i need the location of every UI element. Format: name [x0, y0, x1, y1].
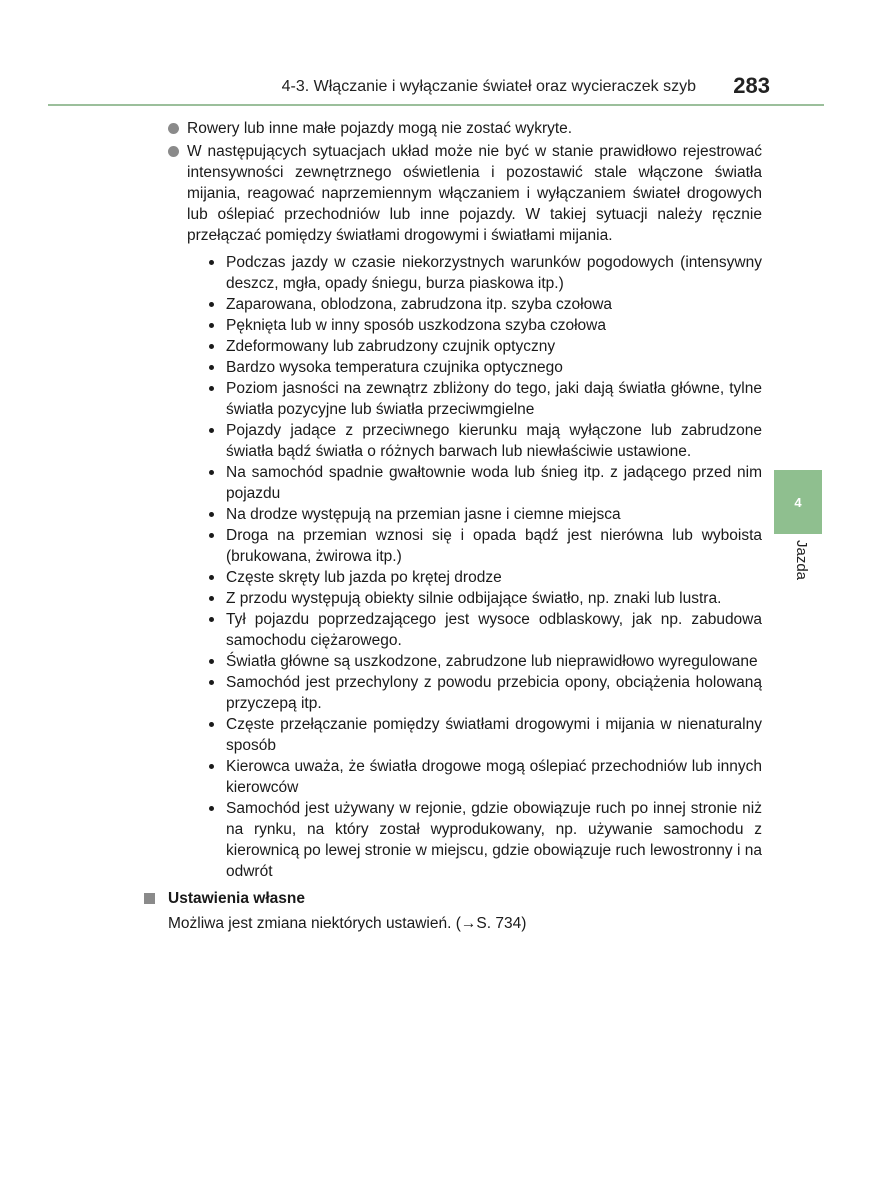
sub-list-item-text: Samochód jest przechylony z powodu przebicia opony, obciążenia holowaną przyczepą itp. — [226, 674, 762, 712]
sub-list-item — [208, 378, 762, 420]
dot-bullet-icon — [209, 659, 214, 664]
sub-list-item — [208, 756, 762, 798]
section-body: Możliwa jest zmiana niektórych ustawień. (→S. 734) — [168, 915, 527, 932]
sub-list-item-text: Na drodze występują na przemian jasne i ciemne miejsca — [226, 506, 621, 523]
dot-bullet-icon — [209, 617, 214, 622]
dot-bullet-icon — [209, 260, 214, 265]
dot-bullet-icon — [209, 302, 214, 307]
dot-bullet-icon — [209, 512, 214, 517]
dot-bullet-icon — [209, 680, 214, 685]
dot-bullet-icon — [209, 344, 214, 349]
sub-list-item-text: Droga na przemian wznosi się i opada bądź jest nierówna lub wyboista (brukowana, żwirowa itp.) — [226, 527, 762, 565]
sub-list-item — [208, 357, 762, 378]
dot-bullet-icon — [209, 365, 214, 370]
dot-bullet-icon — [209, 323, 214, 328]
sub-list-item-text: Częste przełączanie pomiędzy światłami drogowymi i mijania w nienaturalny sposób — [226, 716, 762, 754]
list-item-text: Rowery lub inne małe pojazdy mogą nie zostać wykryte. — [187, 120, 573, 137]
sub-list-item-text: Zaparowana, oblodzona, zabrudzona itp. szyba czołowa — [226, 296, 613, 313]
sub-list-item — [208, 609, 762, 651]
sub-list-item-text: Z przodu występują obiekty silnie odbijające światło, np. znaki lub lustra. — [226, 590, 722, 607]
dot-bullet-icon — [209, 596, 214, 601]
chapter-number: 4 — [794, 494, 802, 510]
page-header — [48, 70, 824, 106]
list-item — [166, 141, 762, 882]
sub-list-item — [208, 588, 762, 609]
custom-settings-section — [166, 888, 762, 934]
sub-list-item — [208, 315, 762, 336]
sub-list-item — [208, 336, 762, 357]
sub-list-item-text: Podczas jazdy w czasie niekorzystnych warunków pogodowych (intensywny deszcz, mgła, opady śniegu, burza piaskowa itp.) — [226, 254, 762, 292]
sub-list-item — [208, 462, 762, 504]
dot-bullet-icon — [209, 470, 214, 475]
sub-list — [187, 252, 762, 882]
sub-list-item-text: Światła główne są uszkodzone, zabrudzone lub nieprawidłowo wyregulowane — [226, 653, 758, 670]
circle-bullet-icon — [168, 146, 179, 157]
sub-list-item-text: Samochód jest używany w rejonie, gdzie obowiązuje ruch po innej stronie niż na rynku, na który został wyprodukowany, np. używanie samochodu z kierownicą po lewej stronie w miejscu, gdzie obowiązuje ruch lewostronny i na odwrót — [226, 800, 762, 880]
sub-list-item-text: Pęknięta lub w inny sposób uszkodzona szyba czołowa — [226, 317, 606, 334]
sub-list-item — [208, 294, 762, 315]
page-content — [166, 118, 762, 934]
sub-list-item-text: Na samochód spadnie gwałtownie woda lub śnieg itp. z jadącego przed nim pojazdu — [226, 464, 762, 502]
sub-list-item-text: Kierowca uważa, że światła drogowe mogą oślepiać przechodniów lub innych kierowców — [226, 758, 762, 796]
sub-list-item — [208, 252, 762, 294]
dot-bullet-icon — [209, 575, 214, 580]
sub-list-item — [208, 651, 762, 672]
dot-bullet-icon — [209, 722, 214, 727]
header-title: 4-3. Włączanie i wyłączanie świateł oraz wycieraczek szyb — [281, 78, 696, 95]
square-bullet-icon — [144, 893, 155, 904]
sub-list-item — [208, 504, 762, 525]
page-number: 283 — [733, 73, 770, 98]
sub-list-item-text: Bardzo wysoka temperatura czujnika optycznego — [226, 359, 563, 376]
sub-list-item-text: Poziom jasności na zewnątrz zbliżony do tego, jaki dają światła główne, tylne światła pozycyjne lub światła przeciwmgielne — [226, 380, 762, 418]
sub-list-item — [208, 525, 762, 567]
dot-bullet-icon — [209, 386, 214, 391]
sub-list-item — [208, 672, 762, 714]
sub-list-item — [208, 420, 762, 462]
dot-bullet-icon — [209, 428, 214, 433]
sub-list-item-text: Zdeformowany lub zabrudzony czujnik optyczny — [226, 338, 556, 355]
dot-bullet-icon — [209, 764, 214, 769]
sub-list-item — [208, 714, 762, 756]
circle-bullet-icon — [168, 123, 179, 134]
dot-bullet-icon — [209, 533, 214, 538]
list-item — [166, 118, 762, 139]
sub-list-item-text: Tył pojazdu poprzedzającego jest wysoce odblaskowy, jak np. zabudowa samochodu ciężarowego. — [226, 611, 762, 649]
dot-bullet-icon — [209, 806, 214, 811]
sub-list-item-text: Częste skręty lub jazda po krętej drodze — [226, 569, 502, 586]
list-item-text: W następujących sytuacjach układ może nie być w stanie prawidłowo rejestrować intensywności zewnętrznego oświetlenia i pozostawić stale włączone światła mijania, reagować naprzemiennym włączaniem i wyłączaniem świateł drogowych lub oślepiać przechodniów lub inne pojazdy. W takiej sytuacji należy ręcznie przełączać pomiędzy światłami drogowymi i światłami mijania. — [187, 143, 762, 244]
chapter-label: Jazda — [793, 540, 810, 581]
sub-list-item-text: Pojazdy jadące z przeciwnego kierunku mają wyłączone lub zabrudzone światła bądź światła o różnych barwach lub niewłaściwie ustawione. — [226, 422, 762, 460]
sub-list-item — [208, 567, 762, 588]
sub-list-item — [208, 798, 762, 882]
section-title: Ustawienia własne — [168, 890, 305, 907]
chapter-tab[interactable] — [774, 470, 822, 534]
